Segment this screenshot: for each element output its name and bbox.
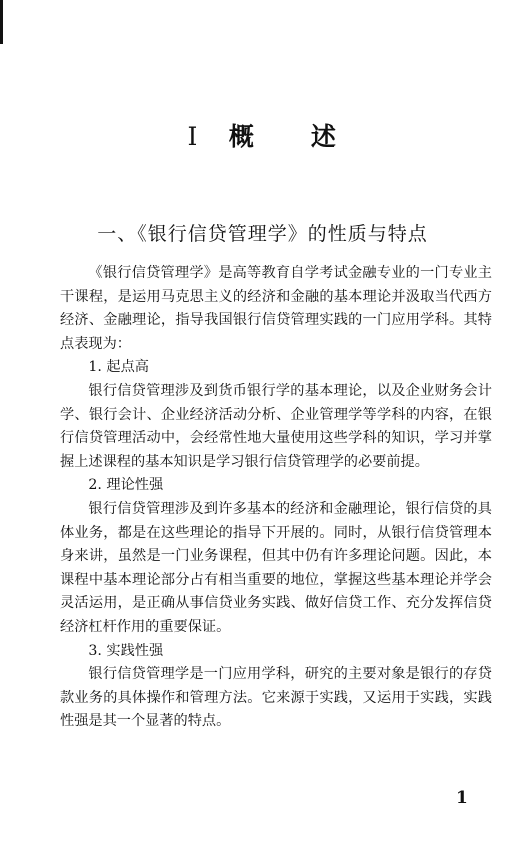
- item-2-heading: 2. 理论性强: [88, 477, 164, 494]
- page-number: 1: [456, 788, 468, 808]
- chapter-title: [0, 117, 525, 153]
- item-1-paragraph: 银行信贷管理涉及到货币银行学的基本理论，以及企业财务会计学、银行会计、企业经济活动分析、企业管理学等学科的内容，在银行信贷管理活动中，会经常性地大量使用这些学科的知识，学习并掌握上述课程的基本知识是学习银行信贷管理学的必要前提。: [60, 382, 492, 470]
- chapter-number: Ⅰ: [187, 122, 199, 151]
- item-1-heading: 1. 起点高: [88, 359, 149, 376]
- chapter-title-char-2: 述: [310, 122, 337, 151]
- body-text: [60, 262, 492, 734]
- section-title: 一、《银行信贷管理学》的性质与特点: [97, 223, 428, 245]
- chapter-title-char-1: 概: [228, 122, 255, 151]
- page-edge-mark: [0, 0, 3, 44]
- intro-paragraph: 《银行信贷管理学》是高等教育自学考试金融专业的一门专业主干课程，是运用马克思主义的经济和金融的基本理论并汲取当代西方经济、金融理论，指导我国银行信贷管理实践的一门应用学科。其特点表现为：: [60, 265, 492, 352]
- item-3-heading: 3. 实践性强: [88, 642, 164, 659]
- item-2-paragraph: 银行信贷管理涉及到许多基本的经济和金融理论，银行信贷的具体业务，都是在这些理论的指导下开展的。同时，从银行信贷管理本身来讲，虽然是一门业务课程，但其中仍有许多理论问题。因此，本课程中基本理论部分占有相当重要的地位，掌握这些基本理论并学会灵活运用，是正确从事信贷业务实践、做好信贷工作、充分发挥信贷经济杠杆作用的重要保证。: [60, 500, 492, 635]
- item-3-paragraph: 银行信贷管理学是一门应用学科，研究的主要对象是银行的存贷款业务的具体操作和管理方法。它来源于实践，又运用于实践，实践性强是其一个显著的特点。: [60, 666, 492, 730]
